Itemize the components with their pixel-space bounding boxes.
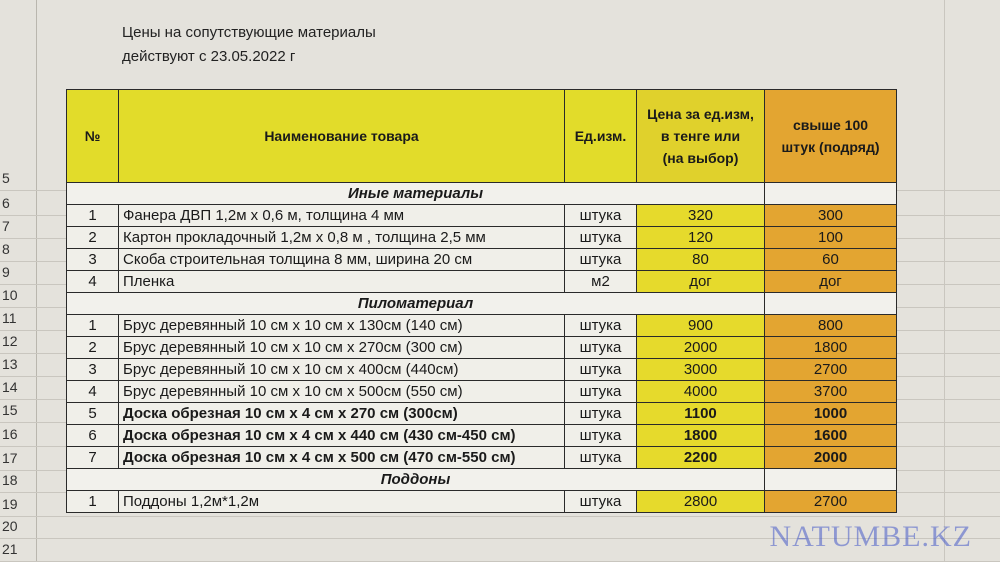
section-title[interactable]: Иные материалы — [67, 183, 765, 205]
cell-unit[interactable]: штука — [565, 403, 637, 425]
column-header-name[interactable]: Наименование товара — [119, 90, 565, 183]
cell-name[interactable]: Брус деревянный 10 см х 10 см х 500см (550 см) — [119, 381, 565, 403]
column-header-price[interactable] — [637, 90, 765, 183]
cell-num[interactable]: 7 — [67, 447, 119, 469]
cell-bulk[interactable]: 1800 — [765, 337, 897, 359]
row-number[interactable]: 21 — [2, 541, 18, 557]
cell-price[interactable]: 2200 — [637, 447, 765, 469]
cell-price[interactable]: 2800 — [637, 491, 765, 513]
column-gridline — [944, 0, 945, 562]
cell-bulk[interactable]: 1000 — [765, 403, 897, 425]
table-row — [67, 271, 897, 293]
row-number[interactable]: 15 — [2, 402, 18, 418]
table-row — [67, 491, 897, 513]
cell-num[interactable]: 1 — [67, 491, 119, 513]
cell-name[interactable]: Доска обрезная 10 см х 4 см х 440 см (430 см-450 см) — [119, 425, 565, 447]
row-number[interactable]: 7 — [2, 218, 10, 234]
cell-name[interactable]: Брус деревянный 10 см х 10 см х 270см (300 см) — [119, 337, 565, 359]
cell-unit[interactable]: штука — [565, 425, 637, 447]
cell-name[interactable]: Поддоны 1,2м*1,2м — [119, 491, 565, 513]
bulk-header-line1: свыше 100 — [792, 117, 869, 133]
cell-price[interactable]: 2000 — [637, 337, 765, 359]
cell-unit[interactable]: штука — [565, 359, 637, 381]
row-number[interactable]: 20 — [2, 518, 18, 534]
cell-num[interactable]: 3 — [67, 359, 119, 381]
cell-unit[interactable]: штука — [565, 337, 637, 359]
cell-name[interactable]: Брус деревянный 10 см х 10 см х 400см (440см) — [119, 359, 565, 381]
cell-bulk[interactable]: 3700 — [765, 381, 897, 403]
bulk-header-line2: штук (подряд) — [781, 139, 880, 155]
row-number[interactable]: 17 — [2, 450, 18, 466]
cell-price[interactable]: дог — [637, 271, 765, 293]
cell-bulk[interactable]: 2700 — [765, 359, 897, 381]
table-row — [67, 359, 897, 381]
cell-num[interactable]: 1 — [67, 315, 119, 337]
cell-bulk[interactable]: 300 — [765, 205, 897, 227]
section-row — [67, 293, 897, 315]
cell-name[interactable]: Доска обрезная 10 см х 4 см х 500 см (470 см-550 см) — [119, 447, 565, 469]
table-row — [67, 227, 897, 249]
section-row — [67, 469, 897, 491]
watermark: NATUMBE.KZ — [769, 520, 972, 553]
cell-price[interactable]: 4000 — [637, 381, 765, 403]
cell-name[interactable]: Скоба строительная толщина 8 мм, ширина 20 см — [119, 249, 565, 271]
cell-price[interactable]: 320 — [637, 205, 765, 227]
cell-bulk[interactable]: дог — [765, 271, 897, 293]
table-body — [67, 183, 897, 513]
cell-bulk[interactable]: 1600 — [765, 425, 897, 447]
price-header-line2: в тенге или — [660, 128, 741, 144]
table-row — [67, 337, 897, 359]
cell-price[interactable]: 120 — [637, 227, 765, 249]
cell-bulk[interactable]: 2000 — [765, 447, 897, 469]
cell-name[interactable]: Брус деревянный 10 см х 10 см х 130см (140 см) — [119, 315, 565, 337]
row-number[interactable]: 9 — [2, 264, 10, 280]
price-header-line1: Цена за ед.изм, — [647, 106, 754, 122]
row-number[interactable]: 8 — [2, 241, 10, 257]
row-number[interactable]: 11 — [2, 310, 17, 326]
cell-price[interactable]: 900 — [637, 315, 765, 337]
price-header-line3: (на выбор) — [662, 150, 739, 166]
table-row — [67, 249, 897, 271]
cell-num[interactable]: 4 — [67, 381, 119, 403]
section-title[interactable]: Поддоны — [67, 469, 765, 491]
cell-unit[interactable]: штука — [565, 227, 637, 249]
section-row — [67, 183, 897, 205]
cell-num[interactable]: 6 — [67, 425, 119, 447]
cell-num[interactable]: 2 — [67, 227, 119, 249]
cell-num[interactable]: 1 — [67, 205, 119, 227]
cell-unit[interactable]: штука — [565, 447, 637, 469]
cell-num[interactable]: 3 — [67, 249, 119, 271]
cell-price[interactable]: 1100 — [637, 403, 765, 425]
cell-price[interactable]: 80 — [637, 249, 765, 271]
row-number[interactable]: 12 — [2, 333, 18, 349]
sheet-title-line2: действуют с 23.05.2022 г — [122, 48, 296, 65]
column-header-bulk[interactable] — [765, 90, 897, 183]
row-number[interactable]: 18 — [2, 472, 18, 488]
cell-unit[interactable]: штука — [565, 205, 637, 227]
cell-bulk[interactable]: 60 — [765, 249, 897, 271]
row-number[interactable]: 6 — [2, 195, 10, 211]
cell-price[interactable]: 1800 — [637, 425, 765, 447]
cell-name[interactable]: Фанера ДВП 1,2м х 0,6 м, толщина 4 мм — [119, 205, 565, 227]
row-gridline — [0, 516, 1000, 517]
section-title[interactable]: Пиломатериал — [67, 293, 765, 315]
column-header-num[interactable]: № — [67, 90, 119, 183]
cell-unit[interactable]: штука — [565, 315, 637, 337]
row-number[interactable]: 5 — [2, 170, 10, 186]
table-row — [67, 425, 897, 447]
table-row — [67, 403, 897, 425]
cell-unit[interactable]: штука — [565, 249, 637, 271]
section-bulk-cell[interactable] — [765, 293, 897, 315]
section-bulk-cell[interactable] — [765, 183, 897, 205]
table-row — [67, 381, 897, 403]
cell-bulk[interactable]: 800 — [765, 315, 897, 337]
row-number[interactable]: 13 — [2, 356, 18, 372]
cell-unit[interactable]: штука — [565, 381, 637, 403]
row-number[interactable]: 16 — [2, 426, 18, 442]
row-numbers — [0, 0, 40, 562]
row-number[interactable]: 10 — [2, 287, 18, 303]
cell-unit[interactable]: м2 — [565, 271, 637, 293]
cell-num[interactable]: 5 — [67, 403, 119, 425]
cell-unit[interactable]: штука — [565, 491, 637, 513]
column-header-unit[interactable]: Ед.изм. — [565, 90, 637, 183]
cell-name[interactable]: Доска обрезная 10 см х 4 см х 270 см (300см) — [119, 403, 565, 425]
cell-name[interactable]: Картон прокладочный 1,2м х 0,8 м , толщина 2,5 мм — [119, 227, 565, 249]
table-row — [67, 447, 897, 469]
cell-bulk[interactable]: 100 — [765, 227, 897, 249]
section-bulk-cell[interactable] — [765, 469, 897, 491]
price-table — [66, 89, 897, 513]
row-number[interactable]: 14 — [2, 379, 18, 395]
cell-num[interactable]: 4 — [67, 271, 119, 293]
table-row — [67, 205, 897, 227]
cell-num[interactable]: 2 — [67, 337, 119, 359]
sheet-title-line1: Цены на сопутствующие материалы — [122, 24, 376, 41]
cell-price[interactable]: 3000 — [637, 359, 765, 381]
cell-name[interactable]: Пленка — [119, 271, 565, 293]
cell-bulk[interactable]: 2700 — [765, 491, 897, 513]
table-row — [67, 315, 897, 337]
row-number[interactable]: 19 — [2, 496, 18, 512]
